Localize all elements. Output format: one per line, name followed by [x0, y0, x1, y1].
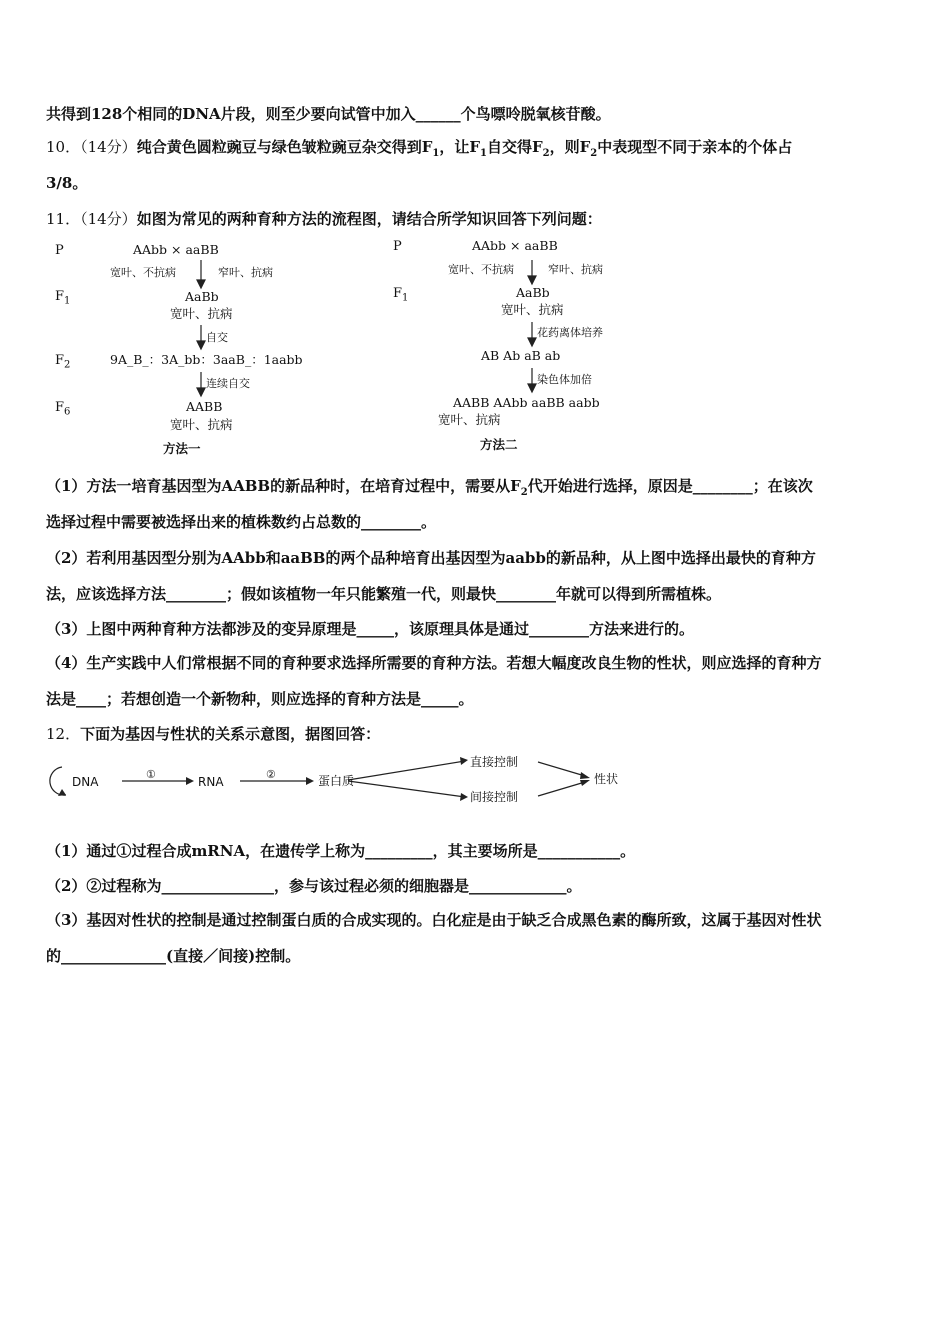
m1-p-parent2: 窄叶、抗病	[218, 266, 273, 279]
m1-step-continuous-selfing: 连续自交	[206, 377, 250, 390]
m2-gametes: AB Ab aB ab	[481, 348, 561, 363]
diagram-protein: 蛋白质	[318, 774, 355, 788]
diagram-trait: 性状	[594, 772, 619, 786]
q12-sub3-line2: 的______________(直接／间接)控制。	[46, 947, 301, 965]
m2-f1-genotype: AaBb	[516, 285, 550, 300]
m1-f2-ratio: 9A_B_：3A_bb：3aaB_：1aabb	[110, 352, 303, 367]
q11-stem-text: 如图为常见的两种育种方法的流程图，请结合所学知识回答下列问题：	[136, 210, 602, 228]
q11-sub1-line1: （1）方法一培育基因型为AABB的新品种时，在培育过程中，需要从$F_2$代开始进行选择，原因是________；在该次	[46, 477, 813, 498]
m1-f6-phenotype: 宽叶、抗病	[170, 417, 233, 432]
q10-text: 中表现型不同于亲本的个体占	[597, 138, 793, 156]
arrow-direct-trait	[538, 762, 585, 776]
m1-f1-genotype: AaBb	[185, 289, 219, 304]
arrow-protein-direct	[348, 761, 465, 780]
diagram-dna: DNA	[72, 775, 99, 789]
diagram-direct-control: 直接控制	[470, 755, 519, 769]
arrow-indirect-trait	[538, 782, 585, 796]
q10-sub: 2	[542, 148, 550, 159]
m1-f2-label: $F_2$	[55, 353, 71, 371]
m1-f1-label: $F_1$	[55, 289, 71, 307]
dna-replication-loop	[50, 767, 66, 795]
m2-p-parent2: 窄叶、抗病	[548, 263, 603, 276]
q10-line2: 3/8。	[46, 174, 88, 192]
q10-text: 自交得F	[486, 138, 543, 156]
m1-step-selfing: 自交	[206, 331, 228, 344]
m2-result-genotypes: AABB AAbb aaBB aabb	[453, 395, 600, 410]
q11-sub2-line1: （2）若利用基因型分别为AAbb和aaBB的两个品种培育出基因型为aabb的新品种，从上图中选择出最快的育种方	[46, 549, 816, 567]
m1-f6-genotype: AABB	[186, 399, 223, 414]
m2-step-anther-culture: 花药离体培养	[537, 326, 603, 339]
diagram-step2: ②	[266, 768, 276, 781]
q12-sub1: （1）通过①过程合成mRNA，在遗传学上称为_________，其主要场所是___________。	[46, 842, 636, 860]
m2-title: 方法二	[480, 437, 518, 452]
m2-f1-phenotype: 宽叶、抗病	[501, 302, 564, 317]
q10-number: 10．	[46, 138, 81, 156]
m1-title: 方法一	[163, 441, 201, 456]
diagram-rna: RNA	[198, 775, 224, 789]
q11-score: （14分）	[80, 210, 137, 228]
q11-sub2-line2: 法，应该选择方法________；假如该植物一年只能繁殖一代，则最快________年就可以得到所需植株。	[46, 585, 722, 603]
m1-f1-phenotype: 宽叶、抗病	[170, 306, 233, 321]
q10-text: ，则F	[549, 138, 591, 156]
q11-sub4-line1: （4）生产实践中人们常根据不同的育种要求选择所需要的育种方法。若想大幅度改良生物的性状，则应选择的育种方	[46, 654, 822, 672]
q9-tail-text: 共得到128个相同的DNA片段，则至少要向试管中加入______个鸟嘌呤脱氧核苷酸。	[46, 105, 611, 123]
m1-p-label: P	[55, 243, 64, 258]
m2-step-chromosome-doubling: 染色体加倍	[537, 373, 592, 386]
m2-p-label: P	[393, 239, 402, 254]
m2-f1-label: $F_1$	[393, 286, 409, 304]
diagram-step1: ①	[146, 768, 156, 781]
q12-number: 12．	[46, 725, 81, 743]
m1-f6-label: $F_6$	[55, 400, 71, 418]
q10-text: 纯合黄色圆粒豌豆与绿色皱粒豌豆杂交得到F	[136, 138, 433, 156]
q11-sub4-line2: 法是____；若想创造一个新物种，则应选择的育种方法是_____。	[46, 690, 474, 708]
q11-sub3: （3）上图中两种育种方法都涉及的变异原理是_____，该原理具体是通过________方法来进行的。	[46, 620, 694, 638]
m2-p-cross: AAbb × aaBB	[472, 238, 558, 253]
m1-p-parent1: 宽叶、不抗病	[110, 266, 176, 279]
q11-number: 11．	[46, 210, 81, 228]
q12-stem-text: 下面为基因与性状的关系示意图，据图回答：	[80, 725, 381, 743]
m2-result-phenotype: 宽叶、抗病	[438, 412, 501, 427]
q11-sub1-line2: 选择过程中需要被选择出来的植株数约占总数的________。	[46, 513, 437, 531]
arrow-protein-indirect	[348, 781, 465, 797]
q10-sub: 2	[590, 148, 598, 159]
q10-score: （14分）	[80, 138, 137, 156]
q10-sub: 1	[479, 148, 487, 159]
m1-p-cross: AAbb × aaBB	[133, 242, 219, 257]
q10-text: ，让F	[439, 138, 480, 156]
m2-p-parent1: 宽叶、不抗病	[448, 263, 514, 276]
diagram-indirect-control: 间接控制	[470, 790, 519, 804]
q12-sub2: （2）②过程称为_______________，参与该过程必须的细胞器是_____________。	[46, 877, 582, 895]
q12-sub3-line1: （3）基因对性状的控制是通过控制蛋白质的合成实现的。白化症是由于缺乏合成黑色素的酶所致，这属于基因对性状	[46, 911, 822, 929]
q10-sub: 1	[432, 148, 440, 159]
